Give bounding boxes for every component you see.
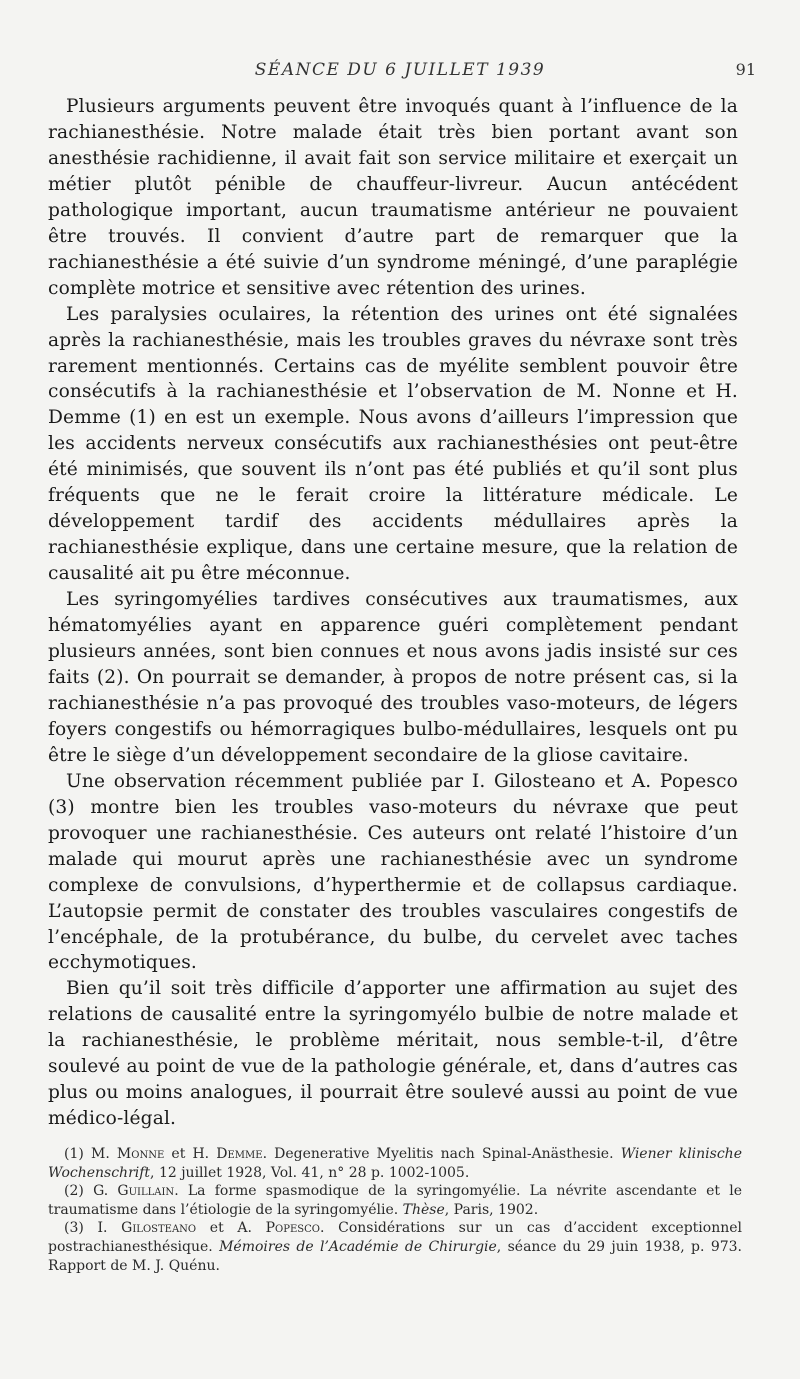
- paragraph: Les syringomyélies tardives consécutives aux traumatismes, aux hématomyélies ayant en apparence guéri complètement pendant plusieurs années, sont bien connues et nous avons jadis insisté sur ces faits (2). On pourrait se demander, à propos de notre présent cas, si la rachianesthésie n’a pas provoqué des troubles vaso-moteurs, de légers foyers congestifs ou hémorragiques bulbo-médullaires, lesquels ont pu être le siège d’un développement secondaire de la gliose cavitaire.: [48, 589, 738, 766]
- paragraph: Bien qu’il soit très difficile d’apporter une affirmation au sujet des relations de causalité entre la syringomyélo bulbie de notre malade et la rachianesthésie, le problème méritait, nous semble-t-il, d’être soulevé au point de vue de la pathologie générale, et, dans d’autres cas plus ou moins analogues, il pourrait être soulevé aussi au point de vue médico-légal.: [48, 978, 738, 1130]
- footnote-author: Monne: [116, 1146, 165, 1162]
- page-number: 91: [735, 60, 756, 79]
- footnote-number: (3): [64, 1220, 84, 1237]
- footnote-author: Gilosteano: [121, 1220, 197, 1237]
- body-text: [48, 94, 738, 1132]
- footnotes: [48, 1145, 742, 1275]
- footnote-number: (1): [64, 1146, 84, 1162]
- footnote-title: . La forme spasmodique de la syringomyélie. La névrite ascendante et le traumatisme dans l’étiologie de la syringomyélie.: [48, 1183, 742, 1218]
- footnote: (2) G. Guillain. La forme spasmodique de la syringomyélie. La névrite ascendante et le traumatisme dans l’étiologie de la syringomyélie. Thèse, Paris, 1902.: [48, 1183, 742, 1218]
- paragraph: Une observation récemment publiée par I. Gilosteano et A. Popesco (3) montre bien les troubles vaso-moteurs du névraxe que peut provoquer une rachianesthésie. Ces auteurs ont relaté l’histoire d’un malade qui mourut après une rachianesthésie avec un syndrome complexe de convulsions, d’hyperthermie et de collapsus cardiaque. L’autopsie permit de constater des troubles vasculaires congestifs de l’encéphale, de la protubérance, du bulbe, du cervelet avec taches ecchymotiques.: [48, 770, 738, 974]
- footnote-title: . Considérations sur un cas d’accident exceptionnel postrachianesthésique.: [48, 1220, 742, 1255]
- paragraph: Les paralysies oculaires, la rétention des urines ont été signalées après la rachianesthésie, mais les troubles graves du névraxe sont très rarement mentionnés. Certains cas de myélite semblent pouvoir être consécutifs à la rachianesthésie et l’observation de M. Nonne et H. Demme (1) en est un exemple. Nous avons d’ailleurs l’impression que les accidents nerveux consécutifs aux rachianesthésies ont peut-être été minimisés, que souvent ils n’ont pas été publiés et qu’il sont plus fréquents que ne le ferait croire la littérature médicale. Le développement tardif des accidents médullaires après la rachianesthésie explique, dans une certaine mesure, que la relation de causalité ait pu être méconnue.: [48, 303, 738, 585]
- running-title: SÉANCE DU 6 JUILLET 1939: [254, 60, 546, 80]
- running-header: [0, 60, 800, 86]
- footnote-author: Guillain: [117, 1183, 175, 1200]
- footnote-title: . Degenerative Myelitis nach Spinal-Anästhesie.: [262, 1146, 621, 1162]
- footnote-journal: Thèse: [402, 1201, 445, 1218]
- footnote: (3) I. Gilosteano et A. Popesco. Considérations sur un cas d’accident exceptionnel postrachianesthésique. Mémoires de l’Académie de Chirurgie, séance du 29 juin 1938, p. 973. Rapport de M. J. Quénu.: [48, 1220, 742, 1274]
- footnote-author: Popesco: [265, 1220, 320, 1237]
- footnote-journal: Mémoires de l’Académie de Chirurgie: [219, 1238, 497, 1255]
- footnote-number: (2): [64, 1183, 84, 1200]
- footnote-author: Demme: [216, 1146, 263, 1162]
- footnote: (1) M. Monne et H. Demme. Degenerative Myelitis nach Spinal-Anästhesie. Wiener klinische Wochenschrift, 12 juillet 1928, Vol. 41, n° 28 p. 1002-1005.: [48, 1146, 742, 1181]
- footnote-journal: Wiener klinische Wochenschrift: [48, 1146, 742, 1181]
- paragraph: Plusieurs arguments peuvent être invoqués quant à l’influence de la rachianesthésie. Notre malade était très bien portant avant son anesthésie rachidienne, il avait fait son service militaire et exerçait un métier plutôt pénible de chauffeur-livreur. Aucun antécédent pathologique important, aucun traumatisme antérieur ne pouvaient être trouvés. Il convient d’autre part de remarquer que la rachianesthésie a été suivie d’un syndrome méningé, d’une paraplégie complète motrice et sensitive avec rétention des urines.: [48, 96, 738, 299]
